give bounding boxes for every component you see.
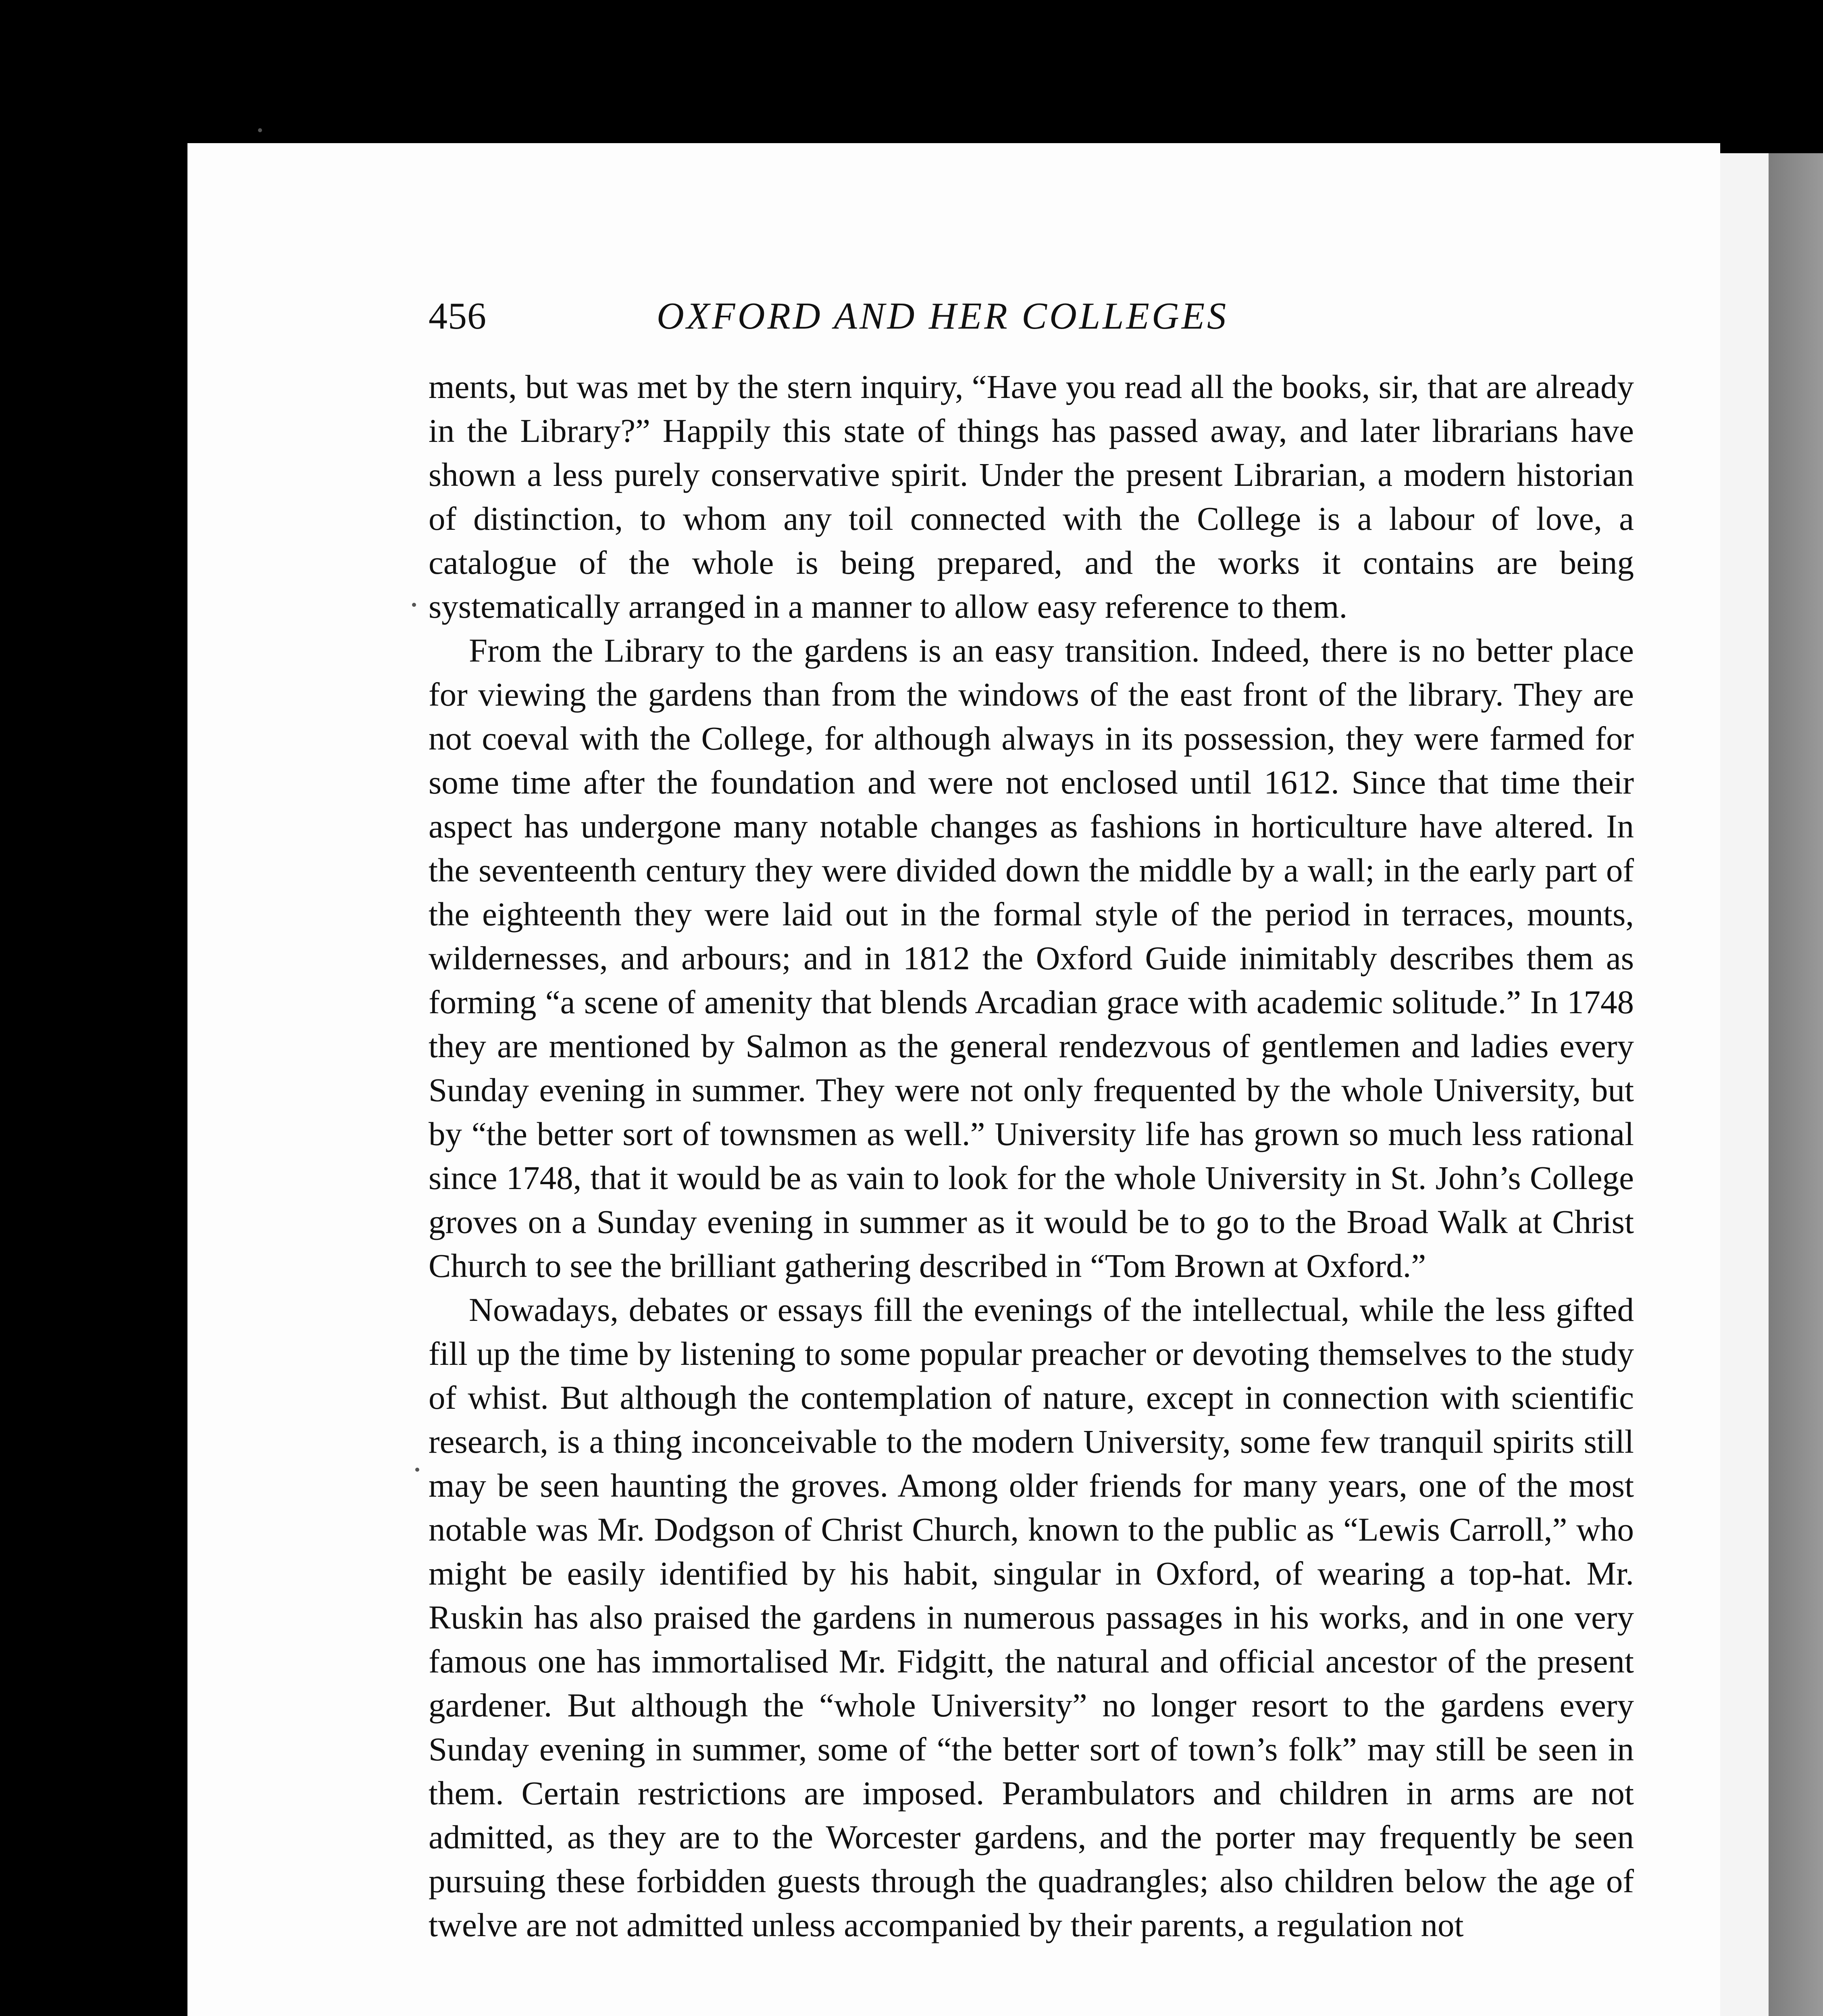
adjacent-page-edge [1720, 153, 1823, 2016]
running-title: OXFORD AND HER COLLEGES [656, 295, 1229, 337]
page-number: 456 [429, 295, 487, 337]
paragraph: From the Library to the gardens is an easy transition. Indeed, there is no better place for viewing the gardens than from the windows of the east front of the library. They are not coeval with the College, for although always in its possession, they were farmed for some time after the foundation and were not enclosed until 1612. Since that time their aspect has undergone many notable changes as fashions in horticulture have altered. In the seventeenth century they were divided down the middle by a wall; in the early part of the eighteenth they were laid out in the formal style of the period in terraces, mounts, wildernesses, and arbours; and in 1812 the Oxford Guide inimitably describes them as forming “a scene of amenity that blends Arcadian grace with academic solitude.” In 1748 they are mentioned by Salmon as the general rendezvous of gentlemen and ladies every Sunday evening in summer. They were not only frequented by the whole University, but by “the better sort of townsmen as well.” University life has grown so much less rational since 1748, that it would be as vain to look for the whole University in St. John’s College groves on a Sunday evening in summer as it would be to go to the Broad Walk at Christ Church to see the brilliant gathering described in “Tom Brown at Oxford.” [429, 632, 1634, 1284]
scan-speck [412, 603, 416, 607]
paragraph: Nowadays, debates or essays fill the evenings of the intellectual, while the less gifted fill up the time by listening to some popular preacher or devoting themselves to the study of whist. But although the contemplation of nature, except in connection with scientific research, is a thing inconceivable to the modern University, some few tranquil spirits still may be seen haunting the groves. Among older friends for many years, one of the most notable was Mr. Dodgson of Christ Church, known to the public as “Lewis Carroll,” who might be easily identified by his habit, singular in Oxford, of wearing a top-hat. Mr. Ruskin has also praised the gardens in numerous passages in his works, and in one very famous one has immortalised Mr. Fidgitt, the natural and official ancestor of the present gardener. But although the “whole University” no longer resort to the gardens every Sunday evening in summer, some of “the better sort of town’s folk” may still be seen in them. Certain restrictions are imposed. Perambulators and children in arms are not admitted, as they are to the Worcester gardens, and the porter may frequently be seen pursuing these forbidden guests through the quadrangles; also children below the age of twelve are not admitted unless accompanied by their parents, a regulation not [429, 1291, 1634, 1943]
page-header [429, 294, 1368, 343]
paragraph: ments, but was met by the stern inquiry, “Have you read all the books, sir, that are already in the Library?” Happily this state of things has passed away, and later librarians have shown a less purely conservative spirit. Under the present Librarian, a modern historian of distinction, to whom any toil connected with the College is a labour of love, a catalogue of the whole is being prepared, and the works it contains are being systematically arranged in a manner to allow easy reference to them. [429, 368, 1634, 625]
scan-speck [415, 1468, 419, 1472]
body-text [429, 365, 1634, 1947]
scan-speck [258, 128, 262, 132]
page-shadow-edge [1769, 153, 1823, 2016]
